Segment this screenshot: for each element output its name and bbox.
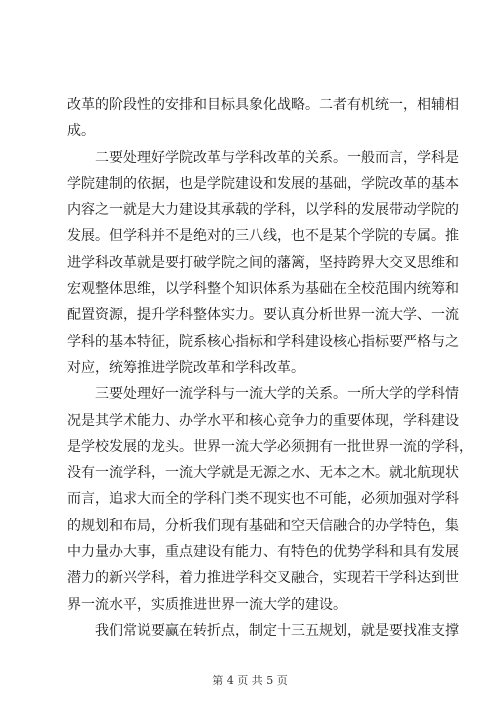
paragraph (67, 92, 459, 145)
text-line: 潜力的新兴学科，着力推进学科交叉融合，实现若干学科达到世 (67, 570, 459, 587)
document-body (67, 92, 473, 644)
text-line: 而言，追求大而全的学科门类不现实也不可能，必须加强对学科 (67, 491, 459, 508)
text-line: 进学科改革就是要打破学院之间的藩篱，坚持跨界大交叉思维和 (67, 254, 459, 271)
text-line: 三要处理好一流学科与一流大学的关系。一所大学的学科情 (95, 386, 459, 403)
text-line: 学院建制的依据，也是学院建设和发展的基础，学院改革的基本 (67, 175, 459, 192)
paragraph (67, 145, 459, 382)
text-line: 宏观整体思维，以学科整个知识体系为基础在全校范围内统筹和 (67, 281, 459, 298)
paragraph (67, 618, 459, 644)
text-line: 况是其学术能力、办学水平和核心竞争力的重要体现，学科建设 (67, 412, 459, 429)
text-line: 学科的基本特征，院系核心指标和学科建设核心指标要严格与之 (67, 333, 459, 350)
text-line: 改革的阶段性的安排和目标具象化战略。二者有机统一，相辅相 (67, 97, 459, 113)
text-line: 中力量办大事，重点建设有能力、有特色的优势学科和具有发展 (67, 544, 459, 561)
paragraph (67, 381, 473, 618)
text-line: 发展。但学科并不是绝对的三八线，也不是某个学院的专属。推 (67, 228, 459, 245)
text-line: 我们常说要赢在转折点，制定十三五规划，就是要找准支撑 (95, 622, 459, 639)
text-line: 对应，统筹推进学院改革和学科改革。 (67, 359, 305, 376)
text-line: 二要处理好学院改革与学科改革的关系。一般而言，学科是 (95, 149, 459, 166)
text-line: 成。 (67, 123, 95, 140)
text-line: 的规划和布局，分析我们现有基础和空天信融合的办学特色，集 (67, 517, 459, 534)
text-line: 内容之一就是大力建设其承载的学科，以学科的发展带动学院的 (67, 202, 459, 219)
text-line: 配置资源，提升学科整体实力。要认真分析世界一流大学、一流 (67, 307, 459, 324)
page-footer: 第 4 页 共 5 页 (212, 674, 288, 687)
text-line: 界一流水平，实质推进世界一流大学的建设。 (67, 596, 347, 613)
text-line: 是学校发展的龙头。世界一流大学必须拥有一批世界一流的学科， (67, 438, 473, 455)
text-line: 没有一流学科，一流大学就是无源之水、无本之木。就北航现状 (67, 465, 459, 482)
